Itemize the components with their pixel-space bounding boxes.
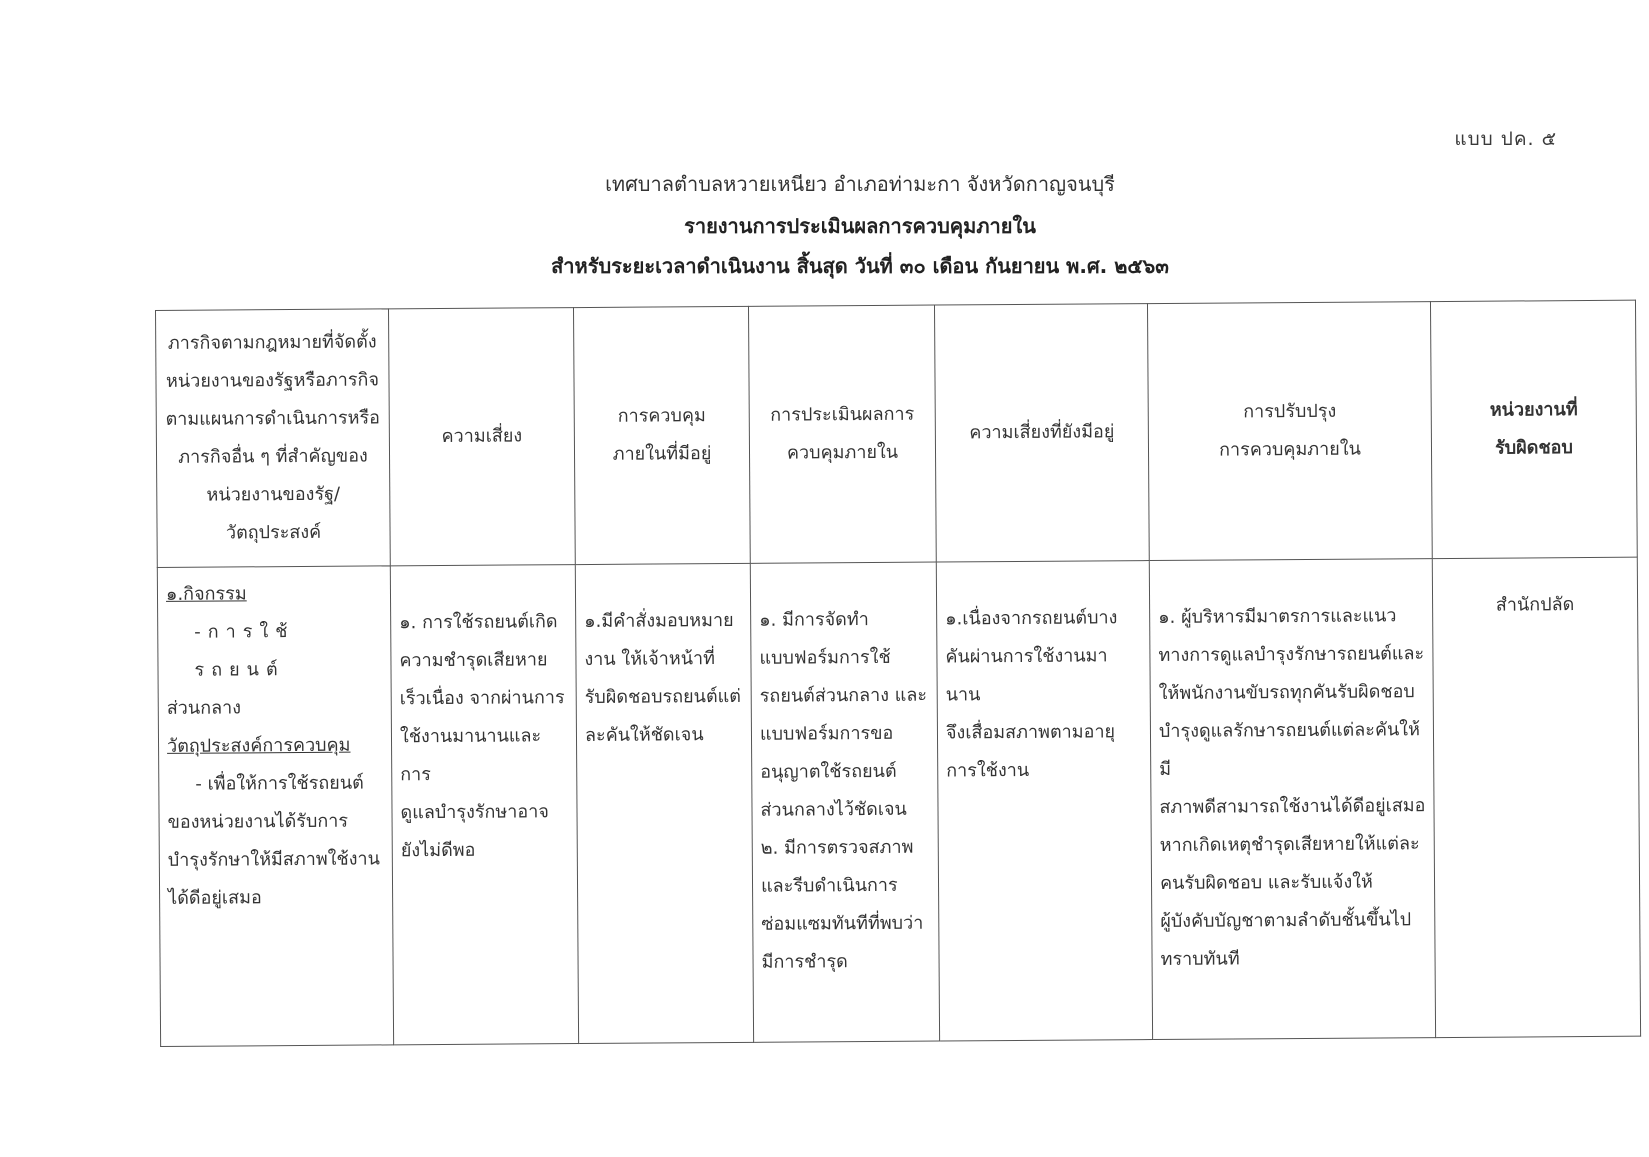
report-period: สำหรับระยะเวลาดำเนินงาน สิ้นสุด วันที่ ๓๐ เดือน กันยายน พ.ศ. ๒๕๖๓ (551, 254, 1169, 278)
evaluation-line: และรีบดำเนินการ (760, 874, 898, 897)
evaluation-line: ส่วนกลางไว้ชัดเจน (760, 798, 907, 821)
objective-line: บำรุงรักษาให้มีสภาพใช้งาน (167, 848, 381, 871)
existing-control-line: รับผิดชอบรถยนต์แต่ (584, 685, 741, 709)
organization-name: เทศบาลตำบลหวายเหนียว อำเภอท่ามะกา จังหวัดกาญจนบุรี (605, 172, 1115, 196)
table-row (157, 557, 1640, 1046)
objective-line: ได้ดีอยู่เสมอ (168, 887, 262, 909)
header-responsible-unit-line: รับผิดชอบ (1495, 437, 1573, 459)
activity-name: -การใช้รถยนต์ (194, 621, 295, 681)
header-responsible-unit-line: หน่วยงานที่ (1489, 399, 1578, 421)
header-evaluation-line: ควบคุมภายใน (786, 441, 899, 464)
improvement-line: ผู้บังคับบัญชาตามลำดับชั้นขึ้นไป (1160, 909, 1412, 932)
header-mission-line: ตามแผนการดำเนินการหรือ (165, 407, 381, 430)
evaluation-line: อนุญาตใช้รถยนต์ (760, 760, 897, 783)
cell-responsible-unit (1432, 557, 1640, 1037)
existing-control-line: งาน ให้เจ้าหน้าที่ (584, 648, 716, 671)
header-existing-control (573, 306, 750, 564)
objective-line: ของหน่วยงานได้รับการ (167, 810, 349, 833)
objective-heading: วัตถุประสงค์การควบคุม (166, 734, 351, 757)
header-remaining-risk (934, 304, 1149, 562)
header-evaluation-line: การประเมินผลการ (770, 403, 915, 426)
header-remaining-risk-line: ความเสี่ยงที่ยังมีอยู่ (969, 421, 1115, 444)
header-existing-control-line: ภายในที่มีอยู่ (612, 443, 712, 465)
existing-control-line: ละคันให้ชัดเจน (584, 724, 704, 747)
header-risk (388, 308, 575, 566)
header-mission (156, 309, 391, 568)
cell-improvement (1149, 559, 1435, 1040)
remaining-risk-line: ๑.เนื่องจากรถยนต์บาง (945, 607, 1118, 630)
risk-line: ดูแลบำรุงรักษาอาจ (400, 801, 549, 824)
cell-existing-control (575, 563, 753, 1043)
improvement-line: ทราบทันที (1160, 948, 1240, 970)
header-responsible-unit (1430, 300, 1637, 558)
table-header-row (156, 300, 1638, 567)
header-existing-control-line: การควบคุม (617, 405, 706, 427)
improvement-line: ทางการดูแลบำรุงรักษารถยนต์และ (1158, 643, 1425, 667)
evaluation-line: มีการชำรุด (761, 951, 848, 973)
control-evaluation-table (155, 300, 1641, 1047)
header-risk-line: ความเสี่ยง (441, 425, 523, 448)
existing-control-line: ๑.มีคำสั่งมอบหมาย (584, 609, 734, 633)
responsible-unit: สำนักปลัด (1495, 594, 1575, 616)
evaluation-line: ซ่อมแซมทันทีที่พบว่า (761, 912, 924, 935)
activity-heading: ๑.กิจกรรม (165, 583, 247, 605)
report-title: รายงานการประเมินผลการควบคุมภายใน (684, 214, 1036, 238)
improvement-line: ๑. ผู้บริหารมีมาตรการและแนว (1158, 605, 1397, 629)
header-mission-line: ภารกิจตามกฎหมายที่จัดตั้ง (167, 331, 377, 354)
cell-remaining-risk (936, 561, 1152, 1041)
cell-evaluation (750, 562, 939, 1042)
remaining-risk-line: การใช้งาน (946, 759, 1030, 782)
improvement-line: หากเกิดเหตุชำรุดเสียหายให้แต่ละ (1159, 833, 1420, 856)
remaining-risk-line: จึงเสื่อมสภาพตามอายุ (945, 721, 1116, 744)
risk-line: ยังไม่ดีพอ (400, 839, 476, 862)
evaluation-line: ๒. มีการตรวจสภาพ (760, 836, 914, 859)
remaining-risk-line: คันผ่านการใช้งานมานาน (945, 645, 1108, 706)
form-code: แบบ ปค. ๕ (1454, 128, 1557, 150)
header-mission-line: หน่วยงานของรัฐ/ (206, 483, 341, 506)
header-evaluation (748, 305, 936, 563)
improvement-line: คนรับผิดชอบ และรับแจ้งให้ (1159, 871, 1373, 894)
activity-name-cont: ส่วนกลาง (166, 697, 242, 719)
risk-line: ใช้งานมานานและการ (399, 725, 542, 786)
header-improvement-line: การปรับปรุง (1243, 400, 1337, 423)
header-mission-line: ภารกิจอื่น ๆ ที่สำคัญของ (178, 445, 368, 468)
header-mission-line: หน่วยงานของรัฐหรือภารกิจ (165, 369, 380, 392)
objective-line: - เพื่อให้การใช้รถยนต์ (195, 772, 364, 795)
evaluation-line: รถยนต์ส่วนกลาง และ (759, 684, 928, 707)
header-improvement-line: การควบคุมภายใน (1219, 438, 1361, 461)
risk-line: เร็วเนื่อง จากผ่านการ (399, 687, 565, 710)
risk-line: ๑. การใช้รถยนต์เกิด (399, 611, 558, 634)
risk-line: ความชำรุดเสียหาย (399, 649, 548, 672)
cell-risk (390, 565, 578, 1045)
improvement-line: บำรุงดูแลรักษารถยนต์แต่ละคันให้มี (1158, 719, 1420, 781)
improvement-line: ให้พนักงานขับรถทุกคันรับผิดชอบ (1158, 681, 1415, 705)
evaluation-line: แบบฟอร์มการใช้ (759, 646, 891, 669)
evaluation-line: แบบฟอร์มการขอ (759, 722, 894, 745)
header-mission-line: วัตถุประสงค์ (225, 521, 322, 544)
cell-mission (157, 566, 393, 1047)
evaluation-line: ๑. มีการจัดทำ (759, 609, 869, 631)
header-improvement (1147, 302, 1432, 561)
improvement-line: สภาพดีสามารถใช้งานได้ดีอยู่เสมอ (1159, 795, 1426, 818)
